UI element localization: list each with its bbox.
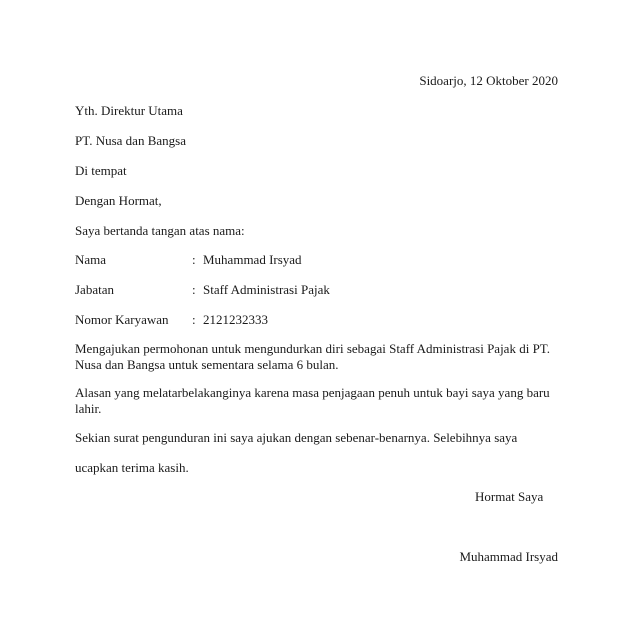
greeting: Dengan Hormat, — [75, 193, 162, 208]
intro-text: Saya bertanda tangan atas nama: — [75, 223, 245, 238]
field-label: Nama — [75, 252, 107, 267]
field-value: Staff Administrasi Pajak — [203, 282, 330, 297]
field-colon: : — [192, 312, 196, 327]
body-paragraph-reason: Alasan yang melatarbelakanginya karena masa penjagaan penuh untuk bayi saya yang baru lahir. — [75, 385, 550, 416]
recipient-location: Di tempat — [75, 163, 127, 178]
body-paragraph-thanks: ucapkan terima kasih. — [75, 460, 189, 475]
signature-name: Muhammad Irsyad — [459, 549, 558, 564]
field-label: Jabatan — [75, 282, 114, 297]
recipient-company: PT. Nusa dan Bangsa — [75, 133, 186, 148]
place-date: Sidoarjo, 12 Oktober 2020 — [419, 73, 558, 88]
field-colon: : — [192, 282, 196, 297]
recipient-title: Yth. Direktur Utama — [75, 103, 183, 118]
field-colon: : — [192, 252, 196, 267]
closing-salutation: Hormat Saya — [475, 489, 544, 504]
field-value: Muhammad Irsyad — [203, 252, 302, 267]
body-paragraph-closing: Sekian surat pengunduran ini saya ajukan dengan sebenar-benarnya. Selebihnya saya — [75, 430, 518, 445]
field-value: 2121232333 — [203, 312, 268, 327]
body-paragraph-request: Mengajukan permohonan untuk mengundurkan diri sebagai Staff Administrasi Pajak di PT. Nusa dan Bangsa untuk sementara selama 6 bulan. — [75, 341, 551, 372]
field-label: Nomor Karyawan — [75, 312, 169, 327]
